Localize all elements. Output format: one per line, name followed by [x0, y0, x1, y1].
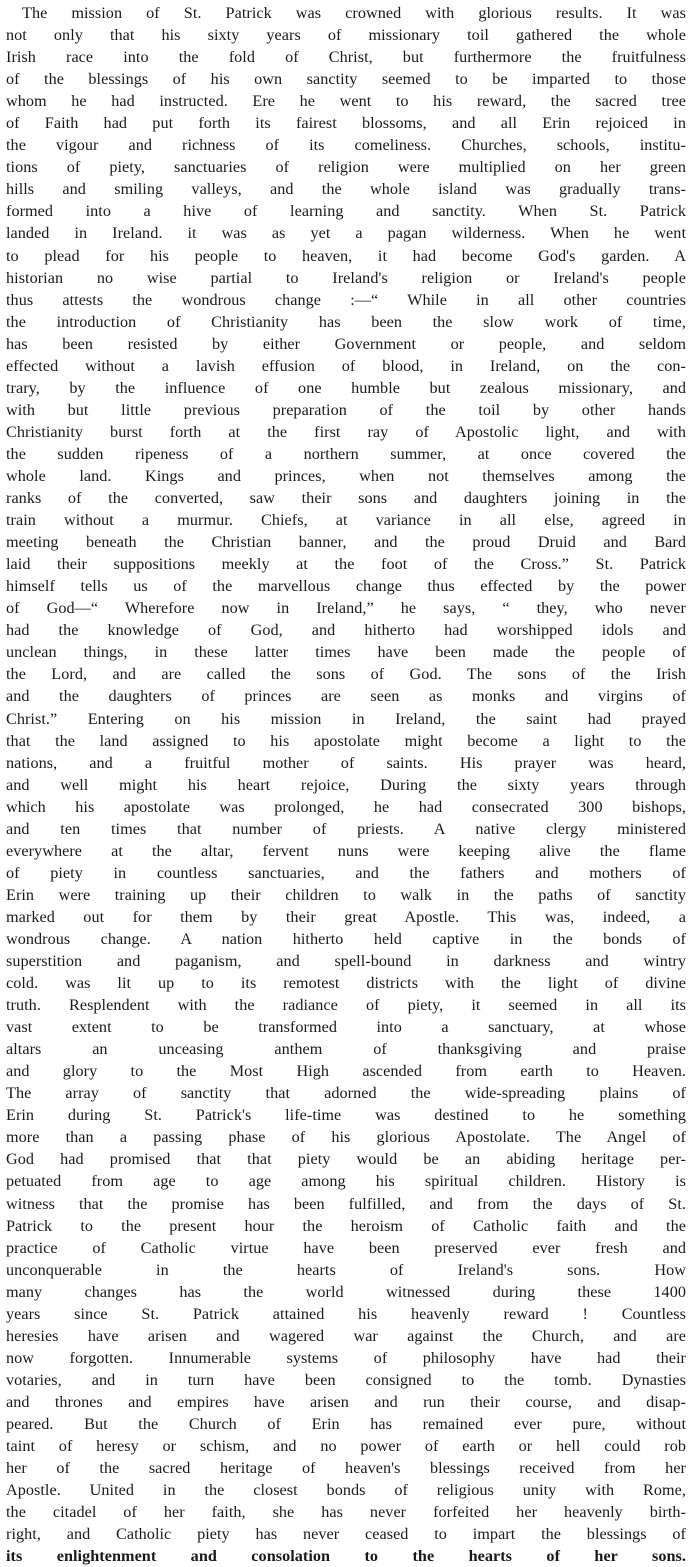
- article-line: the vigour and richness of its comeliness. Churches, schools, institu-: [6, 136, 686, 155]
- article-line: its enlightenment and consolation to the hearts of her sons.: [6, 1547, 686, 1566]
- article-line: laid their suppositions meekly at the foot of the Cross.” St. Patrick: [6, 555, 686, 574]
- article-line: of piety in countless sanctuaries, and the fathers and mothers of: [6, 863, 686, 882]
- article-line: that the land assigned to his apostolate might become a light to the: [6, 731, 686, 750]
- article-line: whole land. Kings and princes, when not themselves among the: [6, 466, 686, 485]
- article-line: now forgotten. Innumerable systems of philosophy have had their: [6, 1348, 686, 1367]
- article-line: Erin were training up their children to walk in the paths of sanctity: [6, 885, 686, 904]
- article-line: which his apostolate was prolonged, he had consecrated 300 bishops,: [6, 797, 686, 816]
- article-line: practice of Catholic virtue have been preserved ever fresh and: [6, 1238, 686, 1257]
- article-line: Erin during St. Patrick's life-time was destined to he something: [6, 1106, 686, 1125]
- article-line: to plead for his people to heaven, it had become God's garden. A: [6, 246, 686, 265]
- article-line: of the blessings of his own sanctity seemed to be imparted to those: [6, 70, 686, 89]
- article-line: superstition and paganism, and spell-bound in darkness and wintry: [6, 952, 686, 971]
- article-line: and the daughters of princes are seen as monks and virgins of: [6, 687, 686, 706]
- article-line: the citadel of her faith, she has never forfeited her heavenly birth-: [6, 1503, 686, 1522]
- article-line: witness that the promise has been fulfilled, and from the days of St.: [6, 1194, 686, 1213]
- article-line: himself tells us of the marvellous change thus effected by the power: [6, 577, 686, 596]
- article-line: landed in Ireland. it was as yet a pagan wilderness. When he went: [6, 224, 686, 243]
- article-line: the Lord, and are called the sons of God. The sons of the Irish: [6, 665, 686, 684]
- article-line: Patrick to the present hour the heroism of Catholic faith and the: [6, 1216, 686, 1235]
- article-line: unclean things, in these latter times have been made the people of: [6, 643, 686, 662]
- article-line: has been resisted by either Government or people, and seldom: [6, 334, 686, 353]
- article-line: altars an unceasing anthem of thanksgiving and praise: [6, 1040, 686, 1059]
- article-line: trary, by the influence of one humble but zealous missionary, and: [6, 378, 686, 397]
- article-line: peared. But the Church of Erin has remained ever pure, without: [6, 1415, 686, 1433]
- article-line: nations, and a fruitful mother of saints. His prayer was heard,: [6, 753, 686, 772]
- article-line: many changes has the world witnessed during these 1400: [6, 1282, 686, 1301]
- article-line: right, and Catholic piety has never ceased to impart the blessings of: [6, 1525, 686, 1544]
- article-line: Irish race into the fold of Christ, but furthermore the fruitfulness: [6, 48, 686, 67]
- article-line: votaries, and in turn have been consigned to the tomb. Dynasties: [6, 1370, 686, 1389]
- article-line: her of the sacred heritage of heaven's blessings received from her: [6, 1459, 686, 1478]
- newspaper-column: [6, 2, 686, 1566]
- article-line: vast extent to be transformed into a sanctuary, at whose: [6, 1018, 686, 1037]
- article-line: taint of heresy or schism, and no power of earth or hell could rob: [6, 1437, 686, 1456]
- article-line: Christianity burst forth at the first ray of Apostolic light, and with: [6, 422, 686, 441]
- article-line: marked out for them by their great Apostle. This was, indeed, a: [6, 907, 686, 926]
- article-line: truth. Resplendent with the radiance of piety, it seemed in all its: [6, 996, 686, 1015]
- article-line: cold. was lit up to its remotest districts with the light of divine: [6, 974, 686, 993]
- article-line: not only that his sixty years of missionary toil gathered the whole: [6, 26, 686, 45]
- article-line: Christ.” Entering on his mission in Ireland, the saint had prayed: [6, 709, 686, 728]
- article-line: everywhere at the altar, fervent nuns were keeping alive the flame: [6, 841, 686, 860]
- article-line: of Faith had put forth its fairest blossoms, and all Erin rejoiced in: [6, 114, 686, 133]
- article-line: thus attests the wondrous change :—“ While in all other countries: [6, 290, 686, 309]
- article-line: and ten times that number of priests. A native clergy ministered: [6, 819, 686, 838]
- article-line: years since St. Patrick attained his heavenly reward ! Countless: [6, 1304, 686, 1323]
- article-line: The array of sanctity that adorned the wide-spreading plains of: [6, 1084, 686, 1103]
- article-line: unconquerable in the hearts of Ireland's sons. How: [6, 1260, 686, 1279]
- article-line: and glory to the Most High ascended from earth to Heaven.: [6, 1062, 686, 1081]
- article-line: the sudden ripeness of a northern summer, at once covered the: [6, 444, 686, 463]
- article-line: heresies have arisen and wagered war against the Church, and are: [6, 1326, 686, 1345]
- article-line: petuated from age to age among his spiritual children. History is: [6, 1172, 686, 1191]
- article-line: the introduction of Christianity has been the slow work of time,: [6, 312, 686, 331]
- article-line: effected without a lavish effusion of blood, in Ireland, on the con-: [6, 356, 686, 375]
- article-line: meeting beneath the Christian banner, and the proud Druid and Bard: [6, 533, 686, 552]
- article-line: God had promised that that piety would be an abiding heritage per-: [6, 1150, 686, 1169]
- article-line: and thrones and empires have arisen and run their course, and disap-: [6, 1392, 686, 1411]
- article-line: with but little previous preparation of the toil by other hands: [6, 400, 686, 419]
- article-line: ranks of the converted, saw their sons and daughters joining in the: [6, 489, 686, 508]
- article-line: historian no wise partial to Ireland's religion or Ireland's people: [6, 268, 686, 287]
- article-line: had the knowledge of God, and hitherto had worshipped idols and: [6, 621, 686, 640]
- article-line: more than a passing phase of his glorious Apostolate. The Angel of: [6, 1128, 686, 1147]
- article-line: of God—“ Wherefore now in Ireland,” he says, “ they, who never: [6, 599, 686, 618]
- article-line: The mission of St. Patrick was crowned with glorious results. It was: [22, 4, 686, 22]
- article-line: train without a murmur. Chiefs, at variance in all else, agreed in: [6, 511, 686, 530]
- article-line: Apostle. United in the closest bonds of religious unity with Rome,: [6, 1481, 686, 1500]
- article-line: whom he had instructed. Ere he went to his reward, the sacred tree: [6, 92, 686, 111]
- article-line: hills and smiling valleys, and the whole island was gradually trans-: [6, 180, 686, 199]
- article-line: formed into a hive of learning and sanctity. When St. Patrick: [6, 202, 686, 221]
- article-line: wondrous change. A nation hitherto held captive in the bonds of: [6, 929, 686, 948]
- article-line: and well might his heart rejoice, During the sixty years through: [6, 775, 686, 794]
- article-line: tions of piety, sanctuaries of religion were multiplied on her green: [6, 158, 686, 177]
